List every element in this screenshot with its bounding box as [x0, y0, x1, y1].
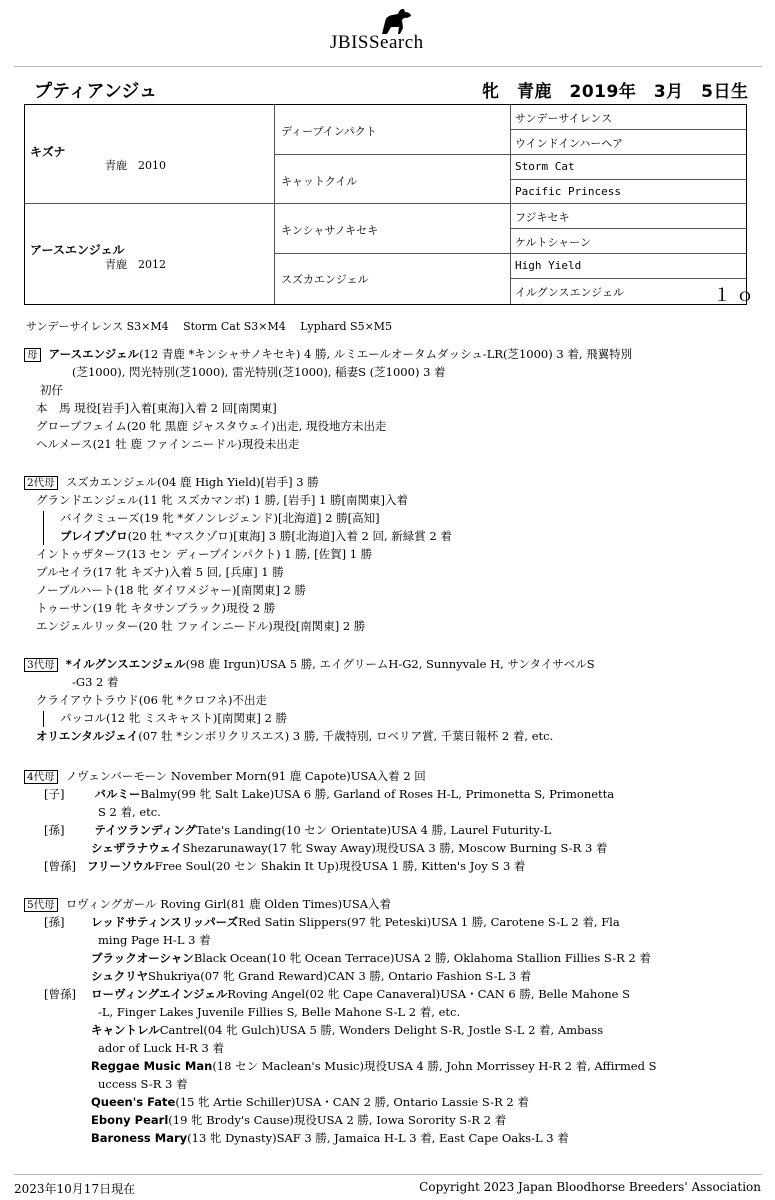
fifth-dam-section	[24, 895, 656, 1147]
fourth-dam-record: S 2 着, etc.	[98, 805, 161, 819]
fifth-dam-record-name[interactable]: Baroness Mary	[91, 1131, 188, 1145]
fifth-dam-record-name[interactable]: Queen's Fate	[91, 1095, 176, 1109]
pedigree-g3-ancestor[interactable]: Storm Cat	[515, 160, 575, 173]
fifth-dam-record: Cantrel(04 牝 Gulch)USA 5 勝, Wonders Delight S-R, Jostle S-L 2 着, Ambass	[159, 1023, 604, 1037]
dam-record-text: (芝1000), 閃光特別(芝1000), 雷光特別(芝1000), 稲妻S (芝1000) 3 着	[72, 365, 446, 379]
fifth-dam-record: Black Ocean(10 牝 Ocean Terrace)USA 2 勝, Oklahoma Stallion Fillies S-R 2 着	[193, 951, 651, 965]
horse-info: 牝 青鹿 2019年 3月 5日生	[482, 82, 749, 102]
pedigree-g3-ancestor[interactable]: Pacific Princess	[515, 185, 621, 198]
pedigree-g3-ancestor[interactable]: サンデーサイレンス	[515, 112, 613, 125]
as-of-date: 2023年10月17日現在	[14, 1182, 136, 1196]
fourth-dam-section	[24, 767, 614, 875]
sire-sire[interactable]: ディープインパクト	[281, 125, 377, 138]
pedigree-col-divider	[274, 105, 275, 304]
third-dam-name[interactable]: *イルグンスエンジェル	[65, 657, 186, 671]
fifth-dam-record: (13 牝 Dynasty)SAF 3 勝, Jamaica H-L 3 着, East Cape Oaks-L 3 着	[187, 1131, 569, 1145]
copyright: Copyright 2023 Japan Bloodhorse Breeders' Association	[419, 1180, 761, 1194]
generation-label: [曾孫]	[44, 859, 76, 873]
footer-divider	[14, 1174, 762, 1175]
fifth-dam-record-name[interactable]: Reggae Music Man	[91, 1059, 213, 1073]
second-dam-record: ノーブルハート(18 牝 ダイワメジャー)[南関東] 2 勝	[36, 583, 307, 597]
second-dam-record: スズカエンジェル(04 鹿 High Yield)[岩手] 3 勝	[65, 475, 319, 489]
third-dam-record: (98 鹿 Irgun)USA 5 勝, エイグリームH-G2, Sunnyvale H, サンタイサベルS	[185, 657, 595, 671]
third-dam-record: (07 牡 *シンボリクリスエス) 3 勝, 千歳特別, ロベリア賞, 千葉日報杯 2 着, etc.	[138, 729, 554, 743]
pedigree-row-divider	[510, 228, 746, 229]
dam-section	[24, 345, 632, 453]
dam-record-text: ヘルメース(21 牡 鹿 ファインニードル)現役未出走	[36, 437, 300, 451]
generation-label: [孫]	[44, 915, 65, 929]
fourth-dam-record-name[interactable]: バルミー	[94, 787, 141, 801]
sire-name[interactable]: キズナ	[30, 145, 66, 159]
second-dam-record: バイクミューズ(19 牝 *ダノンレジェンド)[北海道] 2 勝[高知]	[60, 511, 380, 525]
fifth-dam-record-name[interactable]: Ebony Pearl	[91, 1113, 169, 1127]
fifth-dam-record: Red Satin Slippers(97 牝 Peteski)USA 1 勝, Carotene S-L 2 着, Fla	[238, 915, 620, 929]
dam-name[interactable]: アースエンジェル	[30, 243, 125, 257]
second-dam-record: プルセイラ(17 牝 キズナ)入着 5 回, [兵庫] 1 勝	[36, 565, 284, 579]
pedigree-table	[24, 104, 759, 306]
fifth-dam-record: (18 セン Maclean's Music)現役USA 4 勝, John Morrissey H-R 2 着, Affirmed S	[212, 1059, 657, 1073]
generation-label: [曾孫]	[44, 987, 76, 1001]
fifth-dam-record: ador of Luck H-R 3 着	[98, 1041, 224, 1055]
section-tag: 2代母	[24, 476, 58, 490]
second-dam-record: グランドエンジェル(11 牝 スズカマンボ) 1 勝, [岩手] 1 勝[南関東]入着	[36, 493, 408, 507]
fifth-dam-record: ming Page H-L 3 着	[98, 933, 211, 947]
fourth-dam-record: Shezarunaway(17 牝 Sway Away)現役USA 3 勝, Moscow Burning S-R 3 着	[182, 841, 608, 855]
fifth-dam-record-name[interactable]: ブラックオーシャン	[91, 951, 194, 965]
header-divider	[14, 66, 762, 67]
jbis-search-logo[interactable]	[330, 6, 460, 54]
second-dam-record: (20 牡 *マスクゾロ)[東海] 3 勝[北海道]入着 2 回, 新緑賞 2 着	[127, 529, 452, 543]
pedigree-row-divider	[510, 129, 746, 130]
fifth-dam-record: ロヴィングガール Roving Girl(81 鹿 Olden Times)USA入着	[65, 897, 392, 911]
pedigree-col-divider	[510, 105, 511, 304]
section-tag: 母	[24, 348, 41, 362]
fifth-dam-record: uccess S-R 3 着	[98, 1077, 188, 1091]
dam-sire[interactable]: キンシャサノキセキ	[281, 224, 379, 237]
dam-record-text: グロープフェイム(20 牝 黒鹿 ジャスタウェイ)出走, 現役地方未出走	[36, 419, 387, 433]
pedigree-row-divider	[274, 154, 746, 155]
tree-connector	[43, 511, 44, 545]
dam-record-name[interactable]: アースエンジェル	[48, 347, 140, 361]
sire-dam[interactable]: キャットクイル	[281, 175, 358, 188]
fourth-dam-record-name[interactable]: フリーソウル	[86, 859, 155, 873]
second-dam-record: トゥーサン(19 牝 キタサンブラック)現役 2 勝	[36, 601, 276, 615]
fourth-dam-record: Tate's Landing(10 セン Orientate)USA 4 勝, Laurel Futurity-L	[196, 823, 552, 837]
dam-dam[interactable]: スズカエンジェル	[281, 273, 369, 286]
second-dam-record: イントゥザターフ(13 セン ディープインパクト) 1 勝, [佐賀] 1 勝	[36, 547, 373, 561]
sire-detail: 青鹿 2010	[105, 159, 166, 172]
fifth-dam-record: (15 牝 Artie Schiller)USA・CAN 2 勝, Ontario Lassie S-R 2 着	[175, 1095, 529, 1109]
fourth-dam-record: ノヴェンバーモーン November Morn(91 鹿 Capote)USA入着 2 回	[65, 769, 426, 783]
fifth-dam-record-name[interactable]: レッドサティンスリッパーズ	[91, 915, 239, 929]
fifth-dam-record: -L, Finger Lakes Juvenile Fillies S, Belle Mahone S-L 2 着, etc.	[98, 1005, 461, 1019]
pedigree-g3-ancestor[interactable]: ケルトシャーン	[515, 236, 592, 249]
third-dam-record: -G3 2 着	[72, 675, 119, 689]
fourth-dam-record-name[interactable]: テイツランディング	[94, 823, 197, 837]
third-dam-record: クライアウトラウド(06 牝 *クロフネ)不出走	[36, 693, 268, 707]
pedigree-row-divider	[25, 203, 746, 204]
logo-search-text: Search	[368, 32, 424, 53]
dam-record-text: 本 馬 現役[岩手]入着[東海]入着 2 回[南関東]	[36, 401, 277, 415]
section-tag: 4代母	[24, 770, 58, 784]
dam-record-text: 初仔	[40, 383, 63, 397]
fifth-dam-record: Roving Angel(02 牝 Cape Canaveral)USA・CAN 6 勝, Belle Mahone S	[227, 987, 630, 1001]
fifth-dam-record-name[interactable]: ローヴィングエインジェル	[91, 987, 228, 1001]
fifth-dam-record: Shukriya(07 牝 Grand Reward)CAN 3 勝, Ontario Fashion S-L 3 着	[148, 969, 532, 983]
pedigree-row-divider	[510, 179, 746, 180]
section-tag: 3代母	[24, 658, 58, 672]
fifth-dam-record-name[interactable]: キャントレル	[91, 1023, 160, 1037]
second-dam-section	[24, 473, 452, 635]
fourth-dam-record-name[interactable]: シェザラナウェイ	[91, 841, 183, 855]
second-dam-record-name[interactable]: ブレイブゾロ	[60, 529, 128, 543]
family-number: １ｏ	[713, 285, 759, 306]
third-dam-section	[24, 655, 595, 745]
logo-jbis-text: JBIS	[330, 32, 369, 53]
generation-label: [子]	[44, 787, 65, 801]
horse-name: プティアンジュ	[34, 81, 158, 102]
fourth-dam-record: Free Soul(20 セン Shakin It Up)現役USA 1 勝, Kitten's Joy S 3 着	[154, 859, 526, 873]
fifth-dam-record: (19 牝 Brody's Cause)現役USA 2 勝, Iowa Sorority S-R 2 着	[168, 1113, 507, 1127]
pedigree-g3-ancestor[interactable]: High Yield	[515, 259, 582, 272]
fourth-dam-record: Balmy(99 牝 Salt Lake)USA 6 勝, Garland of Roses H-L, Primonetta S, Primonetta	[140, 787, 615, 801]
third-dam-record-name[interactable]: オリエンタルジェイ	[36, 729, 139, 743]
third-dam-record: パッコル(12 牝 ミスキャスト)[南関東] 2 勝	[60, 711, 288, 725]
section-tag: 5代母	[24, 898, 58, 912]
pedigree-row-divider	[510, 278, 746, 279]
tree-connector	[43, 711, 44, 727]
pedigree-g3-ancestor[interactable]: イルグンスエンジェル	[515, 286, 624, 299]
inbreeding-summary: サンデーサイレンス S3×M4 Storm Cat S3×M4 Lyphard S5×M5	[26, 320, 393, 333]
pedigree-g3-ancestor[interactable]: フジキセキ	[515, 211, 570, 224]
generation-label: [孫]	[44, 823, 65, 837]
fifth-dam-record-name[interactable]: シュクリヤ	[91, 969, 149, 983]
pedigree-g3-ancestor[interactable]: ウインドインハーヘア	[515, 137, 624, 150]
pedigree-row-divider	[274, 253, 746, 254]
dam-record-text: (12 青鹿 *キンシャサノキセキ) 4 勝, ルミエールオータムダッシュ-LR(芝1000) 3 着, 飛翼特別	[139, 347, 633, 361]
dam-detail: 青鹿 2012	[105, 258, 166, 271]
second-dam-record: エンジェルリッター(20 牡 ファインニードル)現役[南関東] 2 勝	[36, 619, 366, 633]
